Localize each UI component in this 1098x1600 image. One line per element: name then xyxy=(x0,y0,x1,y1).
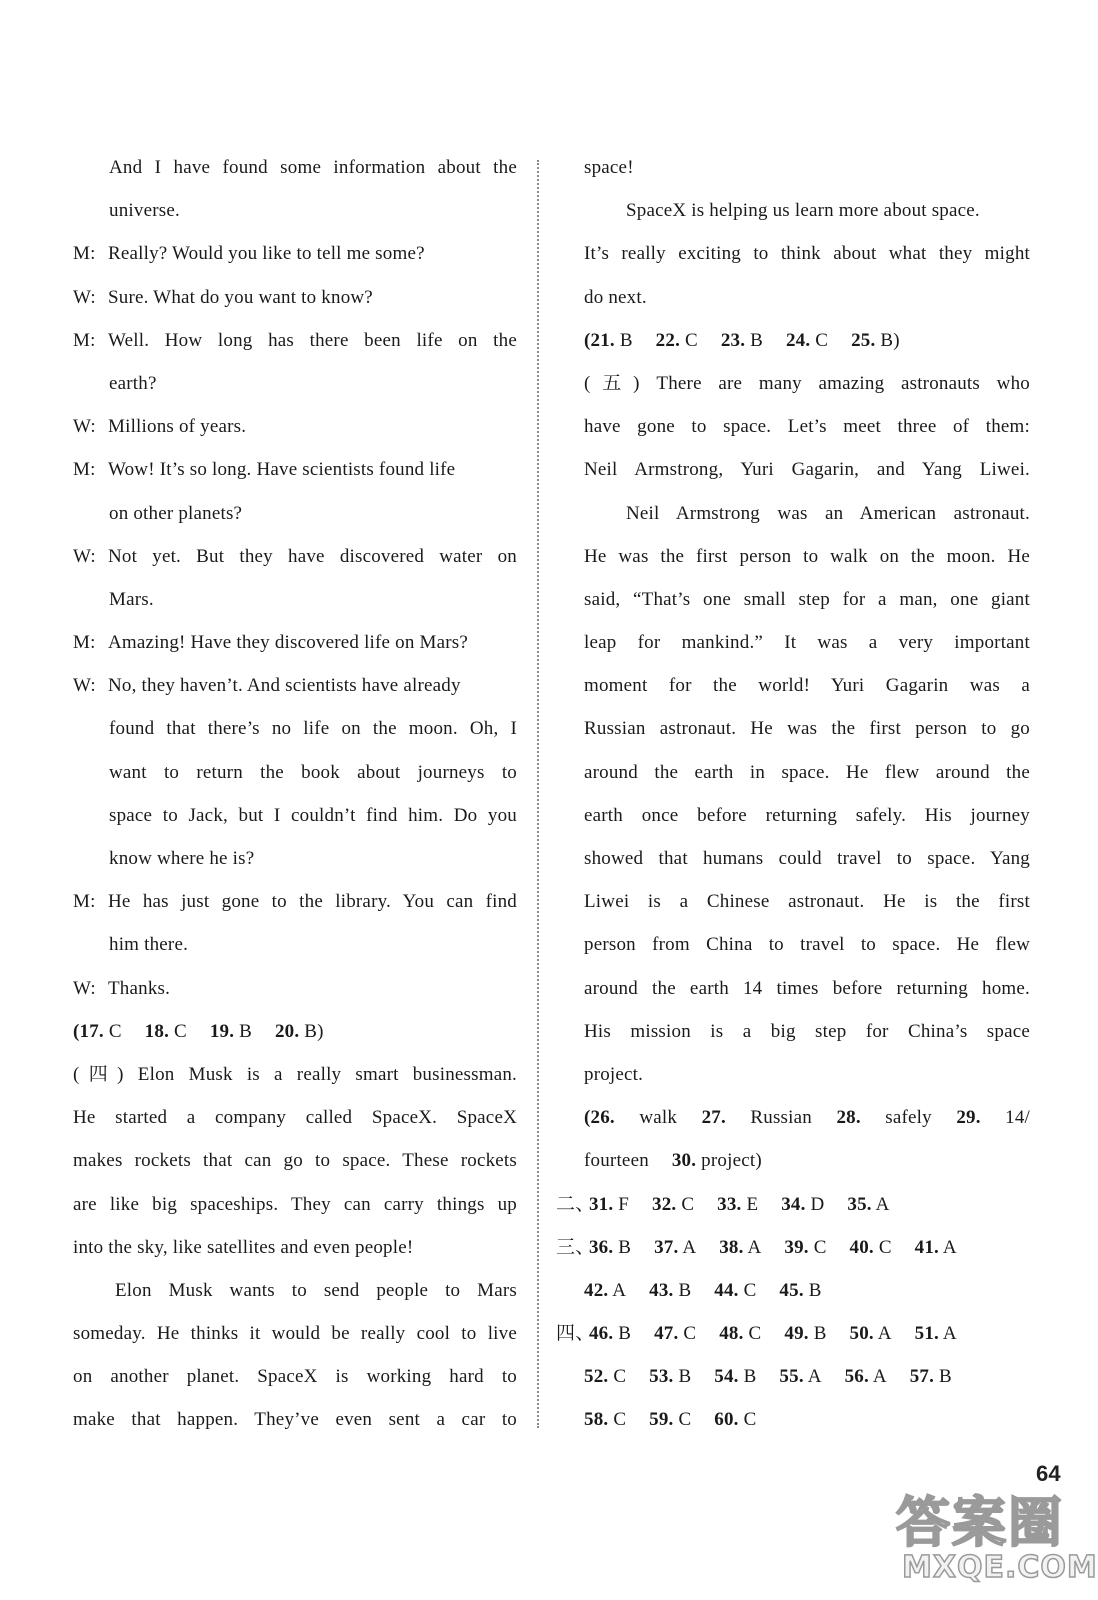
dialogue-line xyxy=(73,234,517,277)
text-line: person from China to travel to space. He flew xyxy=(584,934,1030,956)
answer-value: 14/ xyxy=(1005,1107,1031,1129)
text-line: him there. xyxy=(109,934,189,956)
dialogue-line xyxy=(73,969,517,1012)
answer-value: A xyxy=(872,1366,887,1388)
speaker-label: W: xyxy=(73,286,96,308)
text-line: want to return the book about journeys to xyxy=(109,761,517,783)
answer-item xyxy=(649,1357,691,1397)
answer-value: A xyxy=(747,1236,762,1258)
question-number: 23. xyxy=(720,329,746,351)
answer-value: B xyxy=(808,1279,822,1301)
section-text: There are many amazing astronauts who xyxy=(656,372,1031,394)
question-number: 41. xyxy=(914,1236,940,1258)
question-number: 24. xyxy=(785,329,811,351)
question-number: 20. xyxy=(274,1020,300,1042)
question-number: 60. xyxy=(714,1409,739,1431)
question-number: 57. xyxy=(909,1366,935,1388)
answer-item xyxy=(649,1400,691,1440)
question-number: 45. xyxy=(779,1279,804,1301)
text-line: universe. xyxy=(109,200,180,222)
question-number: 33. xyxy=(717,1193,742,1215)
answer-item xyxy=(275,1012,324,1052)
answer-value: C xyxy=(173,1020,187,1042)
speaker-label: W: xyxy=(73,675,96,697)
question-number: 44. xyxy=(714,1279,739,1301)
answer-value: B) xyxy=(304,1020,324,1042)
answer-row xyxy=(556,1185,1030,1228)
dialogue-text: Millions of years. xyxy=(108,416,247,438)
text-line: know where he is? xyxy=(109,848,255,869)
answer-item xyxy=(649,1271,691,1311)
answer-item xyxy=(784,1228,826,1268)
answer-value: project) xyxy=(701,1150,762,1172)
question-number: 55. xyxy=(779,1366,804,1388)
speaker-label: W: xyxy=(73,977,96,999)
question-number: 47. xyxy=(654,1323,679,1345)
answer-item xyxy=(784,1314,826,1354)
answer-item xyxy=(719,1314,761,1354)
section-number: 二、 xyxy=(556,1193,595,1215)
answer-item xyxy=(779,1357,821,1397)
text-line: said, “That’s one small step for a man, one giant xyxy=(584,588,1030,610)
question-number: 54. xyxy=(714,1366,739,1388)
answer-row xyxy=(556,1314,1030,1357)
dialogue-line xyxy=(73,666,517,709)
text-line: earth? xyxy=(109,372,157,394)
answer-item xyxy=(702,1107,812,1128)
text-line: Elon Musk wants to send people to Mars xyxy=(115,1279,517,1301)
answer-row xyxy=(584,1271,1030,1314)
answer-item xyxy=(584,1141,649,1181)
text-line: into the sky, like satellites and even people! xyxy=(73,1236,414,1258)
answer-value: B xyxy=(678,1279,692,1301)
watermark-url: MXQE.COM xyxy=(902,1550,1098,1585)
answer-value: B xyxy=(618,1323,632,1345)
question-number: 49. xyxy=(784,1323,809,1345)
question-number: 35. xyxy=(847,1193,872,1215)
answer-item xyxy=(956,1107,1030,1128)
question-number: 48. xyxy=(719,1323,744,1345)
question-number: 56. xyxy=(844,1366,869,1388)
answer-value: C xyxy=(743,1279,757,1301)
answer-item xyxy=(210,1012,252,1052)
dialogue-text: Sure. What do you want to know? xyxy=(108,286,373,308)
answer-value: C xyxy=(678,1409,692,1431)
answer-value: B xyxy=(813,1323,827,1345)
text-line: space! xyxy=(584,157,634,178)
text-line: moment for the world! Yuri Gagarin was a xyxy=(584,675,1030,697)
question-number: 42. xyxy=(584,1279,609,1301)
text-line: are like big spaceships. They can carry things up xyxy=(73,1193,517,1215)
question-number: 39. xyxy=(784,1236,809,1258)
dialogue-text: Really? Would you like to tell me some? xyxy=(108,243,425,265)
answer-item xyxy=(851,321,900,361)
text-line: Russian astronaut. He was the first person to go xyxy=(584,718,1030,740)
question-number: 19. xyxy=(209,1020,235,1042)
text-line: Mars. xyxy=(109,588,154,610)
question-number: 31. xyxy=(588,1193,614,1215)
answer-value: C xyxy=(878,1236,892,1258)
answer-item xyxy=(584,1271,626,1311)
answer-value: fourteen xyxy=(584,1150,649,1172)
question-number: 43. xyxy=(649,1279,674,1301)
answer-value: C xyxy=(613,1366,627,1388)
speaker-label: W: xyxy=(73,545,96,567)
question-number: 38. xyxy=(719,1236,744,1258)
section-marker: (五) xyxy=(584,372,640,394)
answer-value: F xyxy=(618,1193,630,1215)
right-column xyxy=(556,148,1031,1444)
answer-value: A xyxy=(612,1279,627,1301)
answer-row xyxy=(584,1098,1030,1141)
answer-item xyxy=(910,1357,952,1397)
answer-item xyxy=(850,1228,892,1268)
section-number: 四、 xyxy=(556,1323,595,1345)
answer-row xyxy=(584,321,1030,364)
answer-value: C xyxy=(815,329,829,351)
answer-item xyxy=(714,1271,756,1311)
text-line: Neil Armstrong was an American astronaut. xyxy=(626,502,1030,524)
answer-item xyxy=(714,1400,756,1440)
answer-value: B xyxy=(678,1366,692,1388)
section-marker: (四) xyxy=(73,1063,124,1085)
answer-value: E xyxy=(746,1193,759,1215)
answer-value: C xyxy=(684,329,698,351)
answer-value: A xyxy=(877,1323,892,1345)
answer-item xyxy=(714,1357,756,1397)
question-number: 27. xyxy=(701,1107,726,1129)
question-number: 30. xyxy=(671,1150,697,1172)
answer-item xyxy=(836,1107,931,1128)
text-line: Neil Armstrong, Yuri Gagarin, and Yang Liwei. xyxy=(584,459,1030,481)
text-line: And I have found some information about the xyxy=(109,157,517,178)
dialogue-line xyxy=(73,321,517,364)
dialogue-text: No, they haven’t. And scientists have already xyxy=(108,675,461,697)
answer-value: C xyxy=(813,1236,827,1258)
answer-item xyxy=(654,1314,696,1354)
answer-item xyxy=(656,321,698,361)
answer-value: B xyxy=(743,1366,757,1388)
dialogue-line xyxy=(73,278,517,321)
answer-item xyxy=(721,321,763,361)
question-number: 40. xyxy=(849,1236,874,1258)
text-line: on another planet. SpaceX is working hard to xyxy=(73,1366,517,1388)
text-line: found that there’s no life on the moon. Oh, I xyxy=(109,718,517,740)
dialogue-text: Thanks. xyxy=(108,977,171,999)
answer-item xyxy=(779,1271,821,1311)
question-number: 46. xyxy=(588,1323,614,1345)
dialogue-text: Amazing! Have they discovered life on Mars? xyxy=(108,632,468,654)
answer-value: C xyxy=(683,1323,697,1345)
text-line: on other planets? xyxy=(109,502,243,524)
question-number: 34. xyxy=(781,1193,806,1215)
text-line: Liwei is a Chinese astronaut. He is the first xyxy=(584,891,1030,913)
answer-item xyxy=(145,1012,187,1052)
dialogue-line xyxy=(73,537,517,580)
answer-item xyxy=(847,1185,889,1225)
answer-item xyxy=(850,1314,892,1354)
question-number: 50. xyxy=(849,1323,874,1345)
answer-value: C xyxy=(108,1020,122,1042)
answer-value: C xyxy=(681,1193,695,1215)
answer-item xyxy=(845,1357,887,1397)
dialogue-text: Wow! It’s so long. Have scientists found life xyxy=(108,459,456,481)
answer-value: B xyxy=(239,1020,252,1042)
speaker-label: M: xyxy=(73,243,96,265)
dialogue-line xyxy=(73,450,517,493)
answer-value: B xyxy=(619,329,633,351)
section-number: 三、 xyxy=(556,1236,595,1258)
text-line: someday. He thinks it would be really cool to live xyxy=(73,1323,517,1345)
watermark-logo xyxy=(896,1470,1098,1594)
answer-value: B xyxy=(618,1236,632,1258)
answer-value: A xyxy=(682,1236,697,1258)
question-number: 59. xyxy=(649,1409,674,1431)
answer-value: Russian xyxy=(750,1107,812,1129)
speaker-label: M: xyxy=(73,632,96,654)
question-number: 36. xyxy=(588,1236,614,1258)
question-number: 51. xyxy=(914,1323,940,1345)
text-line: project. xyxy=(584,1063,644,1085)
page-number: 64 xyxy=(1036,1461,1061,1486)
text-line: It’s really exciting to think about what they might xyxy=(584,243,1030,265)
text-line: space to Jack, but I couldn’t find him. Do you xyxy=(109,804,517,826)
left-column xyxy=(73,148,517,1444)
dialogue-text: Well. How long has there been life on the xyxy=(108,329,517,351)
answer-item xyxy=(584,1400,626,1440)
answer-item xyxy=(915,1228,957,1268)
answer-row xyxy=(556,1228,1030,1271)
section-heading-line xyxy=(584,364,1030,407)
answer-item xyxy=(73,1012,122,1052)
question-number: 18. xyxy=(144,1020,170,1042)
answer-item xyxy=(672,1141,762,1181)
text-line: make that happen. They’ve even sent a car to xyxy=(73,1409,517,1431)
answer-row xyxy=(584,1357,1030,1400)
question-number: 53. xyxy=(649,1366,674,1388)
speaker-label: M: xyxy=(73,891,96,913)
answer-item xyxy=(589,1228,631,1268)
answer-value: C xyxy=(743,1409,757,1431)
answer-item xyxy=(584,321,633,361)
question-number: (17. xyxy=(73,1020,104,1042)
text-line: around the earth in space. He flew around the xyxy=(584,761,1030,783)
speaker-label: M: xyxy=(73,459,96,481)
question-number: 25. xyxy=(851,329,876,351)
answer-item xyxy=(719,1228,761,1268)
answer-value: B) xyxy=(880,329,900,351)
answer-value: A xyxy=(875,1193,890,1215)
dialogue-line xyxy=(73,882,517,925)
answer-item xyxy=(786,321,828,361)
text-line: SpaceX is helping us learn more about space. xyxy=(626,200,980,222)
question-number: 32. xyxy=(652,1193,677,1215)
answer-item xyxy=(915,1314,957,1354)
text-line: have gone to space. Let’s meet three of them: xyxy=(584,416,1030,438)
speaker-label: M: xyxy=(73,329,96,351)
dialogue-text: He has just gone to the library. You can find xyxy=(108,891,517,913)
question-number: 52. xyxy=(584,1366,609,1388)
answer-item xyxy=(652,1185,694,1225)
answer-value: A xyxy=(942,1236,957,1258)
answer-row xyxy=(73,1012,517,1055)
answer-item xyxy=(589,1314,631,1354)
text-line: do next. xyxy=(584,286,647,308)
text-line: showed that humans could travel to space. Yang xyxy=(584,848,1030,869)
answer-value: B xyxy=(939,1366,952,1388)
answer-item xyxy=(654,1228,696,1268)
question-number: (21. xyxy=(584,329,615,351)
question-number: 58. xyxy=(584,1409,609,1431)
question-number: 22. xyxy=(655,329,681,351)
answer-item xyxy=(584,1107,677,1128)
text-line: makes rockets that can go to space. These rockets xyxy=(73,1150,517,1172)
text-line: He was the first person to walk on the moon. He xyxy=(584,545,1030,567)
watermark-text: 答案圈 xyxy=(896,1491,1064,1554)
answer-row xyxy=(584,1141,1030,1184)
column-divider xyxy=(537,160,539,1428)
answer-item xyxy=(584,1357,626,1397)
answer-row xyxy=(584,1400,1030,1443)
answer-value: C xyxy=(613,1409,627,1431)
answer-value: safely xyxy=(885,1107,932,1129)
dialogue-line xyxy=(73,407,517,450)
answer-value: D xyxy=(810,1193,825,1215)
text-line: earth once before returning safely. His journey xyxy=(584,804,1030,826)
text-line: around the earth 14 times before returning home. xyxy=(584,977,1030,999)
section-heading-line xyxy=(73,1055,517,1098)
answer-item xyxy=(717,1185,758,1225)
dialogue-line xyxy=(73,623,517,666)
text-line: His mission is a big step for China’s space xyxy=(584,1020,1030,1042)
answer-item xyxy=(781,1185,824,1225)
answer-value: C xyxy=(748,1323,762,1345)
text-line: He started a company called SpaceX. SpaceX xyxy=(73,1107,517,1129)
question-number: 28. xyxy=(836,1107,861,1129)
question-number: 37. xyxy=(654,1236,679,1258)
answer-value: B xyxy=(750,329,763,351)
answer-value: walk xyxy=(639,1107,678,1129)
question-number: (26. xyxy=(584,1107,615,1129)
text-line: leap for mankind.” It was a very important xyxy=(584,632,1030,654)
answer-value: A xyxy=(807,1366,822,1388)
dialogue-text: Not yet. But they have discovered water on xyxy=(108,545,517,567)
answer-item xyxy=(589,1185,629,1225)
section-text: Elon Musk is a really smart businessman. xyxy=(137,1063,517,1085)
question-number: 29. xyxy=(956,1107,981,1129)
speaker-label: W: xyxy=(73,416,96,438)
answer-value: A xyxy=(942,1323,957,1345)
